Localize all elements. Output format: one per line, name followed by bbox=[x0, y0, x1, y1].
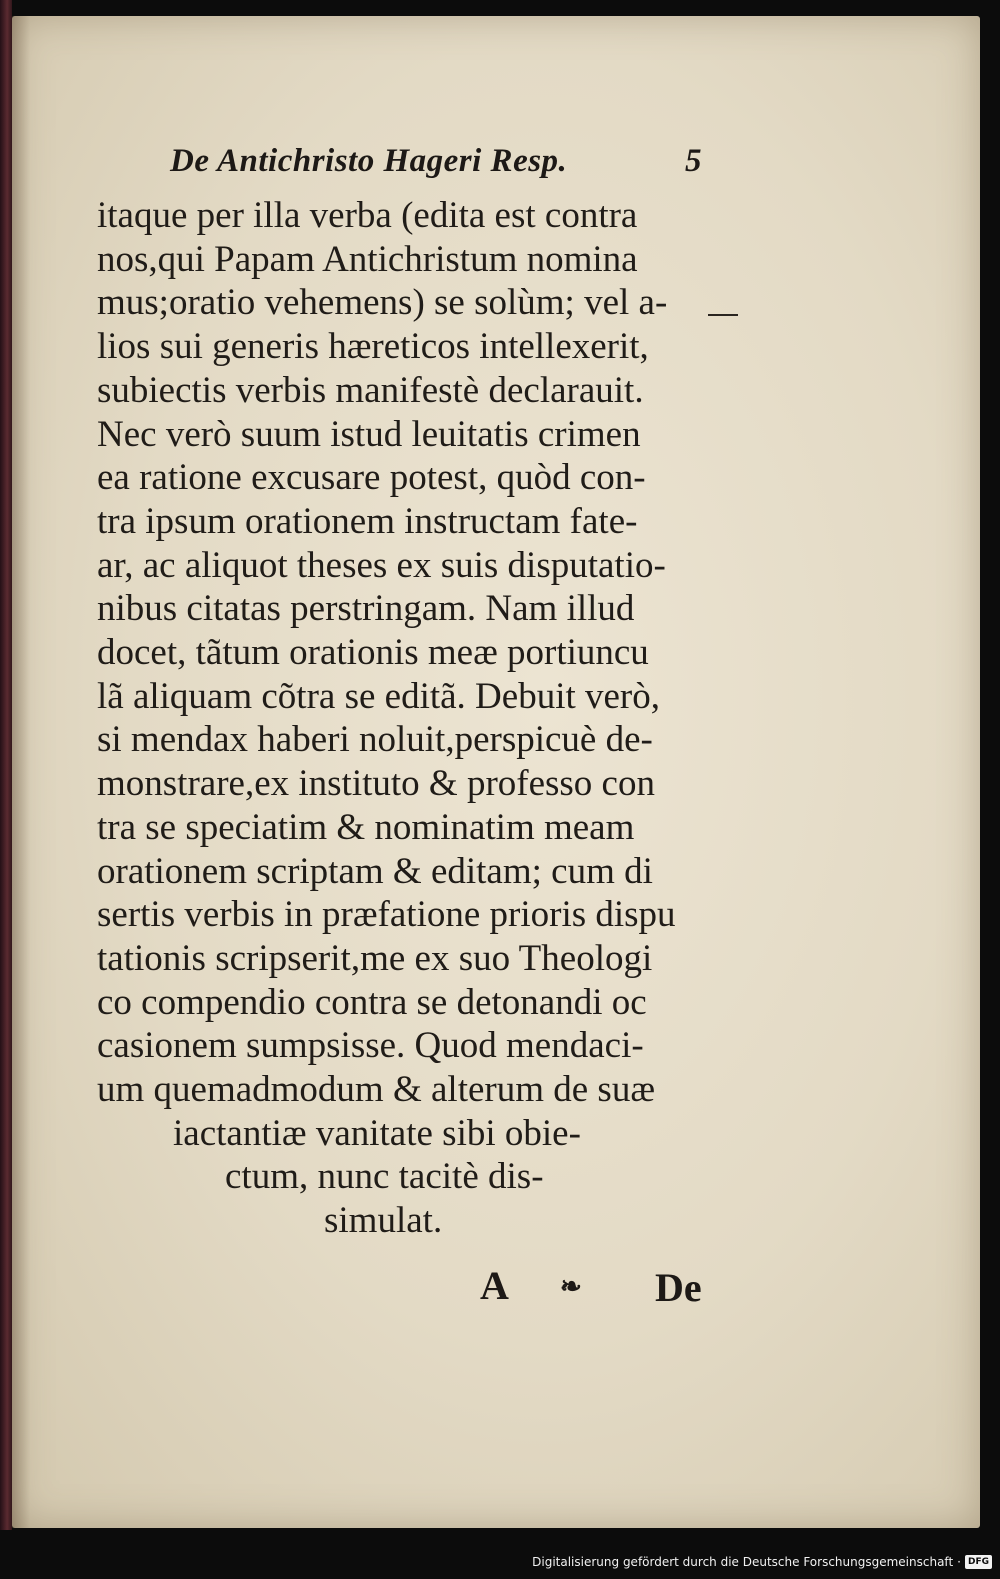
text-line: ar, ac aliquot theses ex suis disputatio- bbox=[97, 544, 666, 586]
text-line: lã aliquam cõtra se editã. Debuit verò, bbox=[97, 675, 661, 717]
text-line: docet, tãtum orationis meæ portiuncu bbox=[97, 632, 649, 674]
text-line: si mendax haberi noluit,perspicuè de- bbox=[97, 719, 653, 761]
signature-mark bbox=[480, 1262, 582, 1309]
text-line: tra ipsum orationem instructam fate- bbox=[97, 500, 638, 542]
text-line: Nec verò suum istud leuitatis crimen bbox=[97, 413, 641, 455]
text-line: co compendio contra se detonandi oc bbox=[97, 981, 647, 1023]
text-line: nibus citatas perstringam. Nam illud bbox=[97, 588, 635, 630]
signature-ornament: ❧ bbox=[560, 1272, 582, 1301]
digitization-credit bbox=[532, 1551, 992, 1573]
credit-text: Digitalisierung gefördert durch die Deutsche Forschungsgemeinschaft bbox=[532, 1555, 954, 1569]
page-gutter-shadow bbox=[12, 16, 30, 1528]
text-line: mus;oratio vehemens) se solùm; vel a- bbox=[97, 282, 668, 324]
text-line: subiectis verbis manifestè declarauit. bbox=[97, 369, 644, 411]
text-line: ctum, nunc tacitè dis- bbox=[225, 1156, 544, 1198]
text-line: nos,qui Papam Antichristum nomina bbox=[97, 238, 638, 280]
text-line: monstrare,ex instituto & professo con bbox=[97, 763, 655, 805]
book-spine bbox=[0, 0, 12, 1530]
folio-number: 5 bbox=[685, 143, 702, 179]
text-line: tationis scripserit,me ex suo Theologi bbox=[97, 937, 653, 979]
running-head: De Antichristo Hageri Resp. bbox=[170, 143, 568, 179]
text-line: um quemadmodum & alterum de suæ bbox=[97, 1069, 655, 1111]
text-line: lios sui generis hæreticos intellexerit, bbox=[97, 326, 649, 368]
text-line: tra se speciatim & nominatim meam bbox=[97, 806, 635, 848]
text-line: casionem sumpsisse. Quod mendaci- bbox=[97, 1025, 644, 1067]
catchword: De bbox=[655, 1265, 702, 1310]
text-line: orationem scriptam & editam; cum di bbox=[97, 850, 653, 892]
signature-letter: A bbox=[480, 1263, 509, 1308]
text-line: sertis verbis in præfatione prioris dispu bbox=[97, 894, 676, 936]
separator-dot: · bbox=[957, 1555, 961, 1569]
text-line: iactantiæ vanitate sibi obie- bbox=[173, 1112, 581, 1154]
body-text bbox=[97, 194, 717, 1243]
text-line: itaque per illa verba (edita est contra bbox=[97, 195, 638, 236]
text-line: simulat. bbox=[324, 1200, 443, 1242]
text-line: ea ratione excusare potest, quòd con- bbox=[97, 457, 646, 499]
dfg-logo-icon: DFG bbox=[965, 1555, 992, 1569]
